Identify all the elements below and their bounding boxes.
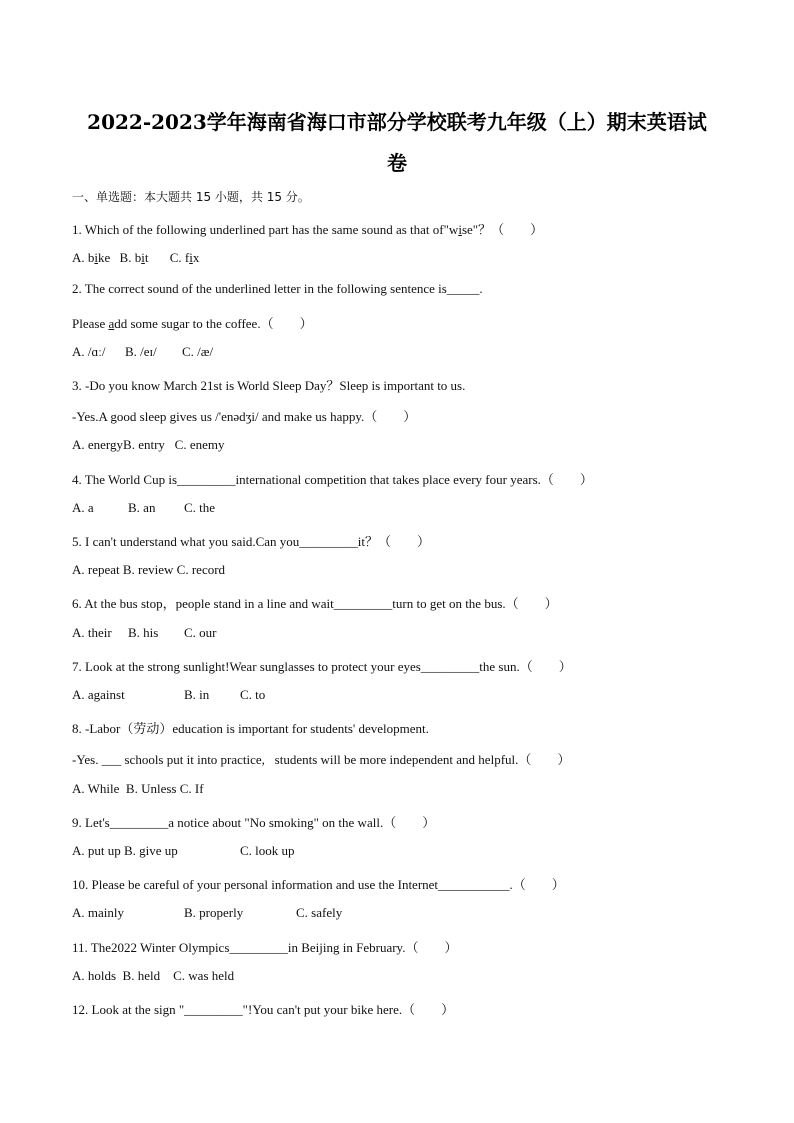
question-1: 1. Which of the following underlined part has the same sound as that of"wise"？（ ）: [72, 222, 544, 237]
question-7-options: [72, 687, 265, 703]
question-1-options: [72, 250, 199, 266]
question-5-options: A. repeat B. review C. record: [72, 562, 226, 577]
option-b: B. his: [128, 625, 159, 640]
question-11: 11. The2022 Winter Olympics_________in Beijing in February.（ ）: [72, 940, 458, 955]
option-a: A. their: [72, 625, 112, 640]
question-5: 5. I can't understand what you said.Can you_________it？（ ）: [72, 534, 430, 549]
option-c: C. safely: [296, 905, 343, 920]
question-12: 12. Look at the sign "_________"!You can't put your bike here.（ ）: [72, 1002, 455, 1017]
option-a: A. a: [72, 500, 94, 515]
option-b: B. in: [184, 687, 210, 702]
question-3-reply: -Yes.A good sleep gives us /'enədʒi/ and make us happy.（ ）: [72, 409, 417, 424]
option-a: A. bike: [72, 250, 111, 265]
question-2: 2. The correct sound of the underlined letter in the following sentence is_____.: [72, 281, 483, 296]
underlined-letter: i: [458, 222, 462, 237]
question-11-options: A. holds B. held C. was held: [72, 968, 235, 983]
question-3: 3. -Do you know March 21st is World Sleep Day？Sleep is important to us.: [72, 378, 466, 393]
option-c: C. fix: [169, 250, 200, 265]
question-8-reply: -Yes. ___ schools put it into practice, students will be more independent and helpful.（ ）: [72, 752, 571, 767]
option-c: C. our: [184, 625, 217, 640]
option-c: C. look up: [240, 843, 295, 858]
question-6-options: [72, 625, 217, 641]
option-a: A. /ɑː/: [72, 344, 106, 359]
option-a: A. mainly: [72, 905, 124, 920]
option-c: C. /æ/: [182, 344, 214, 359]
underlined-letter: a: [108, 316, 115, 331]
question-4-options: [72, 500, 215, 516]
option-a: A. against: [72, 687, 125, 702]
page-title: 2022-2023学年海南省海口市部分学校联考九年级（上）期末英语试: [87, 110, 707, 134]
option-b: B. an: [128, 500, 156, 515]
option-c: C. to: [240, 687, 266, 702]
question-4: 4. The World Cup is_________international competition that takes place every four years.（ ）: [72, 472, 593, 487]
question-2-options: [72, 344, 213, 360]
page-title-continued: 卷: [387, 151, 407, 175]
question-6: 6. At the bus stop，people stand in a line and wait_________turn to get on the bus.（ ）: [72, 596, 558, 611]
option-b: B. bit: [119, 250, 149, 265]
question-9: 9. Let's_________a notice about "No smoking" on the wall.（ ）: [72, 815, 436, 830]
question-9-options: [72, 843, 295, 859]
section-heading: 一、单选题：本大题共 15 小题，共 15 分。: [72, 190, 310, 204]
question-10-options: [72, 905, 342, 921]
question-8-options: A. While B. Unless C. If: [72, 781, 204, 796]
option-b: B. /eɪ/: [125, 344, 157, 359]
option-a-b: A. put up B. give up: [72, 843, 178, 858]
question-2-sentence: Please add some sugar to the coffee.（ ）: [72, 316, 313, 331]
question-8: 8. -Labor（劳动）education is important for students' development.: [72, 721, 429, 736]
option-b: B. properly: [184, 905, 244, 920]
option-c: C. the: [184, 500, 216, 515]
question-10: 10. Please be careful of your personal information and use the Internet___________.（ ）: [72, 877, 565, 892]
question-3-options: A. energyB. entry C. enemy: [72, 437, 225, 452]
question-7: 7. Look at the strong sunlight!Wear sunglasses to protect your eyes_________the sun.（ ）: [72, 659, 572, 674]
